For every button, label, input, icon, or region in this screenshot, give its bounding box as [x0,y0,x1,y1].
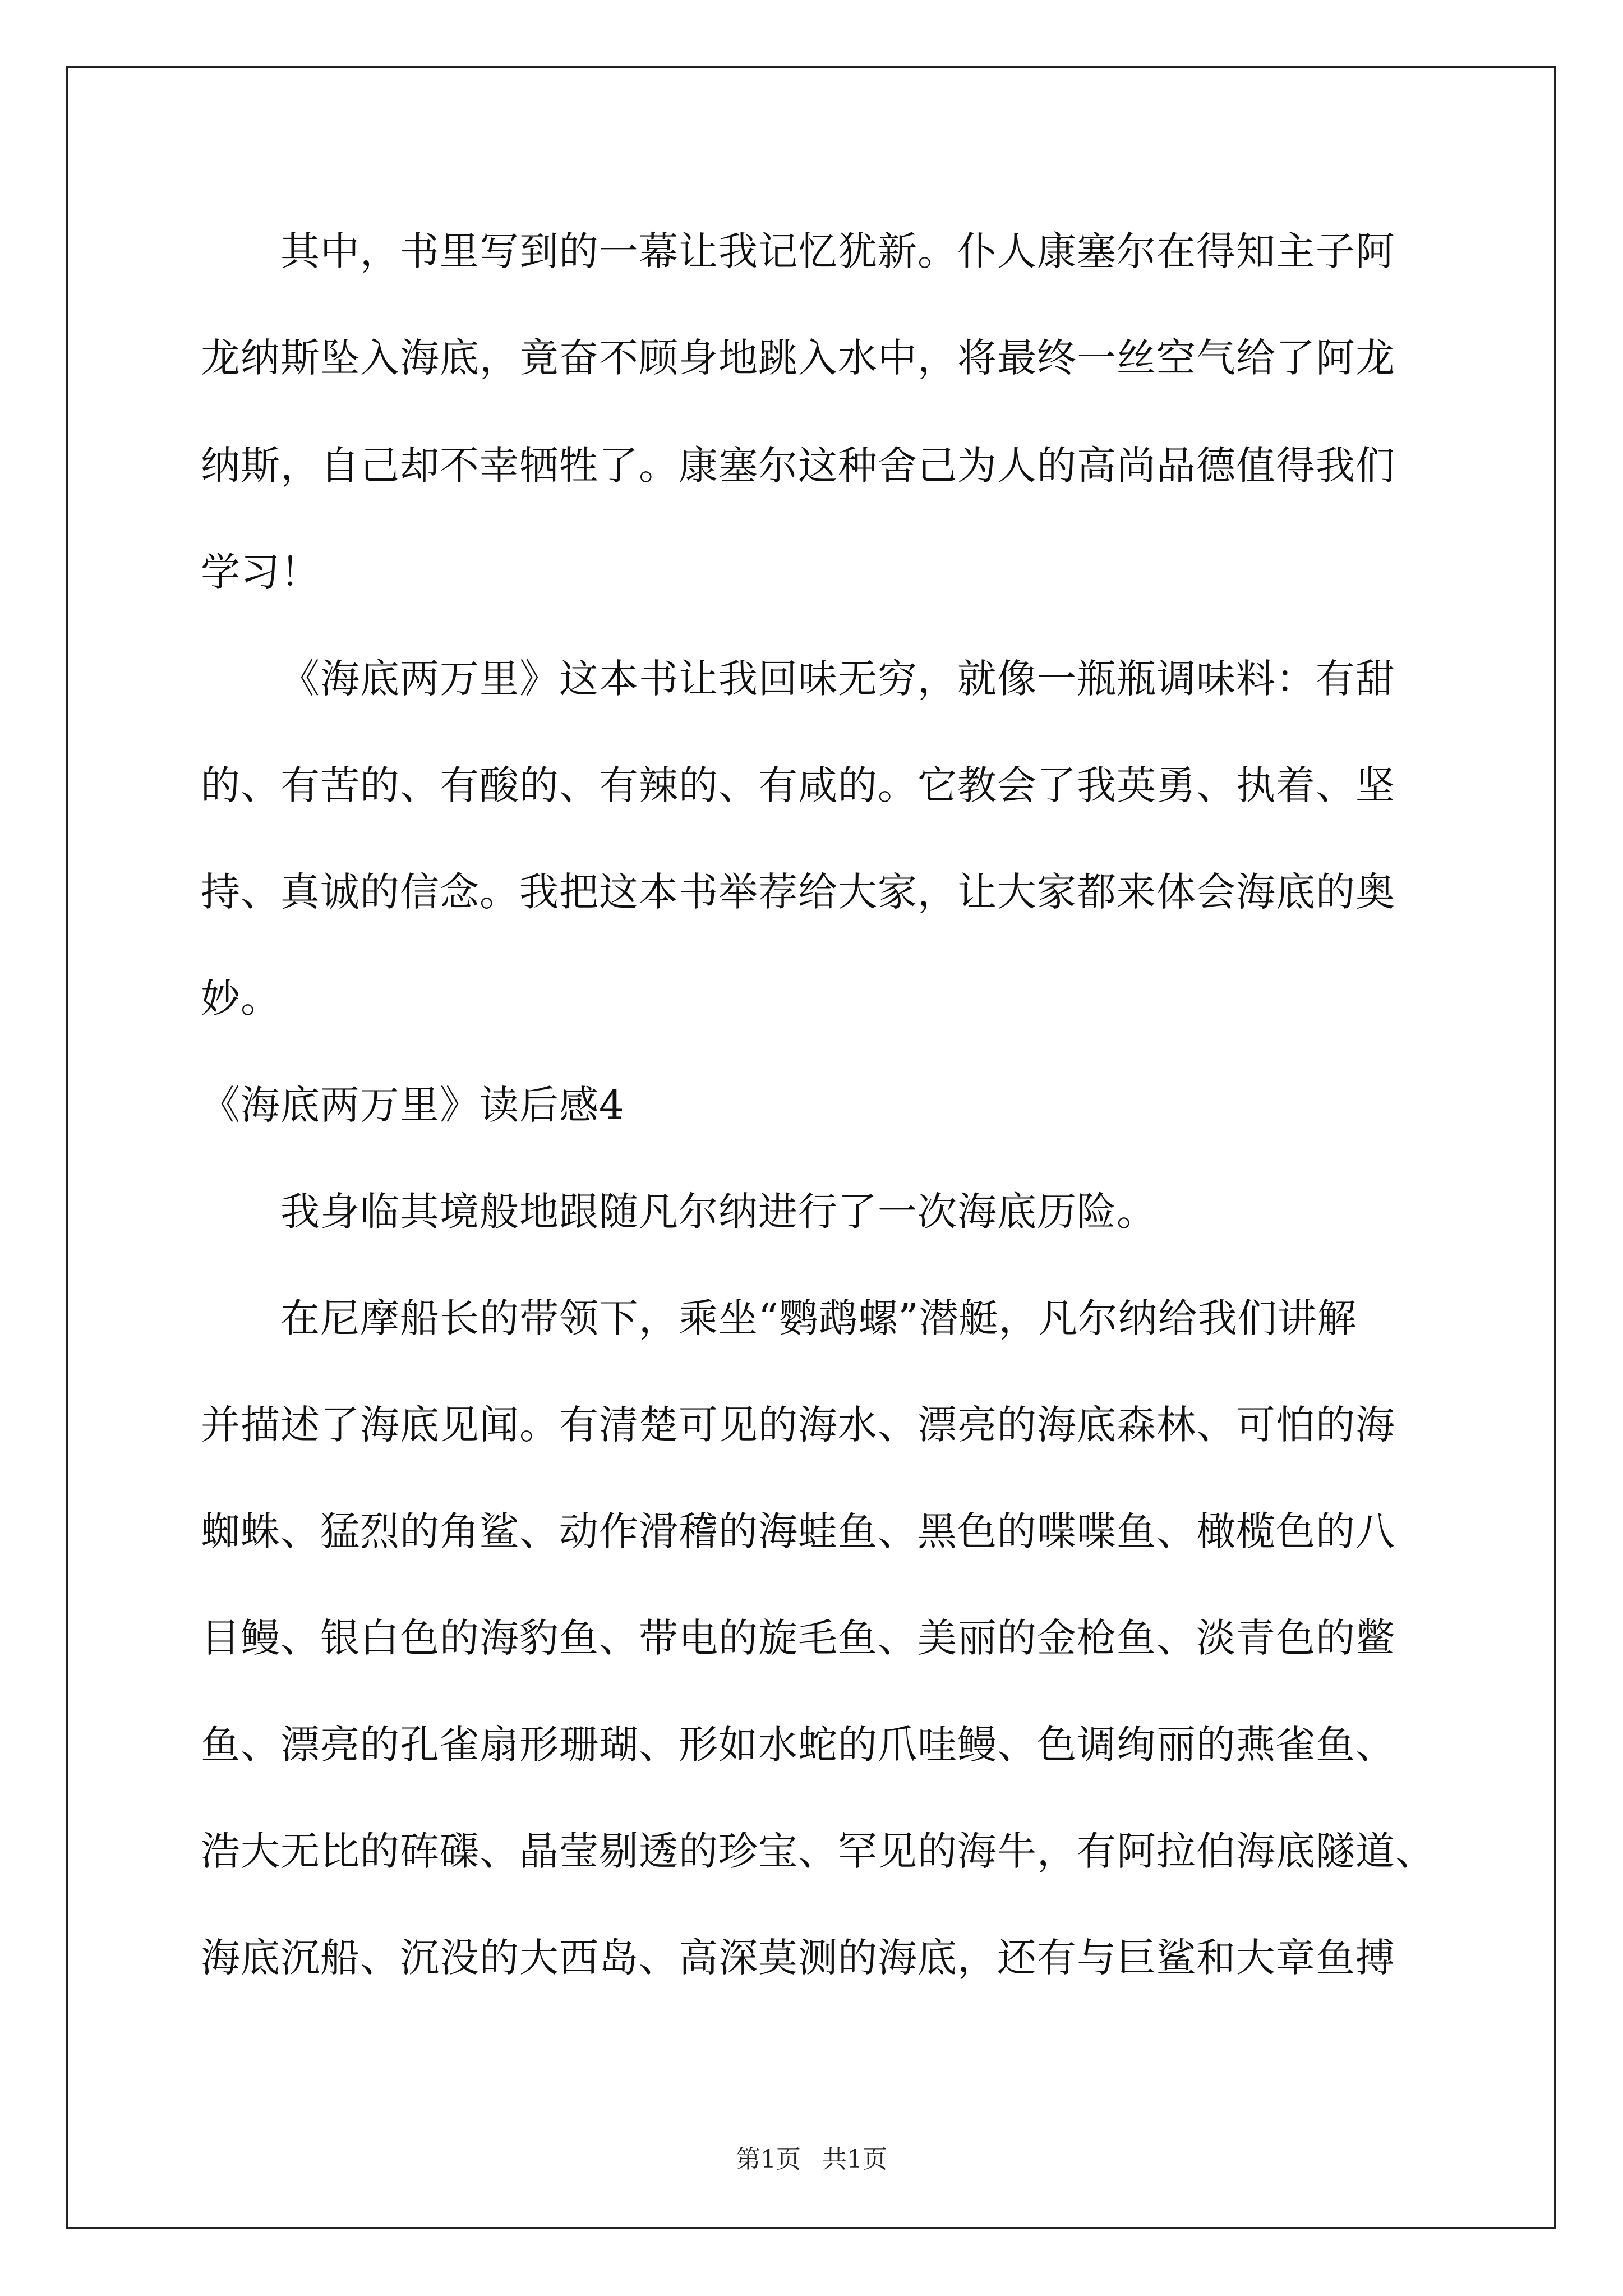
text-line: 妙。 [201,976,280,1022]
text-line: 在尼摩船长的带领下，乘坐“鹦鹉螺”潜艇，凡尔纳给我们讲解 [280,1295,1357,1341]
text-line: 目鳗、银白色的海豹鱼、带电的旋毛鱼、美丽的金枪鱼、淡青色的鳖 [201,1615,1395,1661]
text-line: 蜘蛛、猛烈的角鲨、动作滑稽的海蛙鱼、黑色的喋喋鱼、橄榄色的八 [201,1508,1395,1554]
text-line: 海底沉船、沉没的大西岛、高深莫测的海底，还有与巨鲨和大章鱼搏 [201,1935,1395,1981]
text-line: 龙纳斯坠入海底，竟奋不顾身地跳入水中，将最终一丝空气给了阿龙 [201,335,1395,381]
text-line: 其中，书里写到的一幕让我记忆犹新。仆人康塞尔在得知主子阿 [280,228,1395,274]
text-line: 鱼、漂亮的孔雀扇形珊瑚、形如水蛇的爪哇鳗、色调绚丽的燕雀鱼、 [201,1722,1395,1768]
text-line: 《海底两万里》这本书让我回味无穷，就像一瓶瓶调味料：有甜 [280,656,1395,702]
section-heading: 《海底两万里》读后感4 [201,1082,625,1128]
text-line: 纳斯，自己却不幸牺牲了。康塞尔这种舍己为人的高尚品德值得我们 [201,443,1395,489]
text-line: 并描述了海底见闻。有清楚可见的海水、漂亮的海底森林、可怕的海 [201,1402,1395,1448]
text-line: 浩大无比的砗磲、晶莹剔透的珍宝、罕见的海牛，有阿拉伯海底隧道、 [201,1828,1435,1874]
text-line: 持、真诚的信念。我把这本书举荐给大家，让大家都来体会海底的奥 [201,869,1395,915]
page-footer [0,2143,1623,2177]
text-line: 的、有苦的、有酸的、有辣的、有咸的。它教会了我英勇、执着、坚 [201,762,1395,808]
text-line: 我身临其境般地跟随凡尔纳进行了一次海底历险。 [280,1189,1156,1235]
text-line: 学习！ [201,549,320,595]
page-total: 共1页 [822,2145,887,2174]
page-number: 第1页 [736,2145,801,2174]
page-border [66,66,1556,2229]
